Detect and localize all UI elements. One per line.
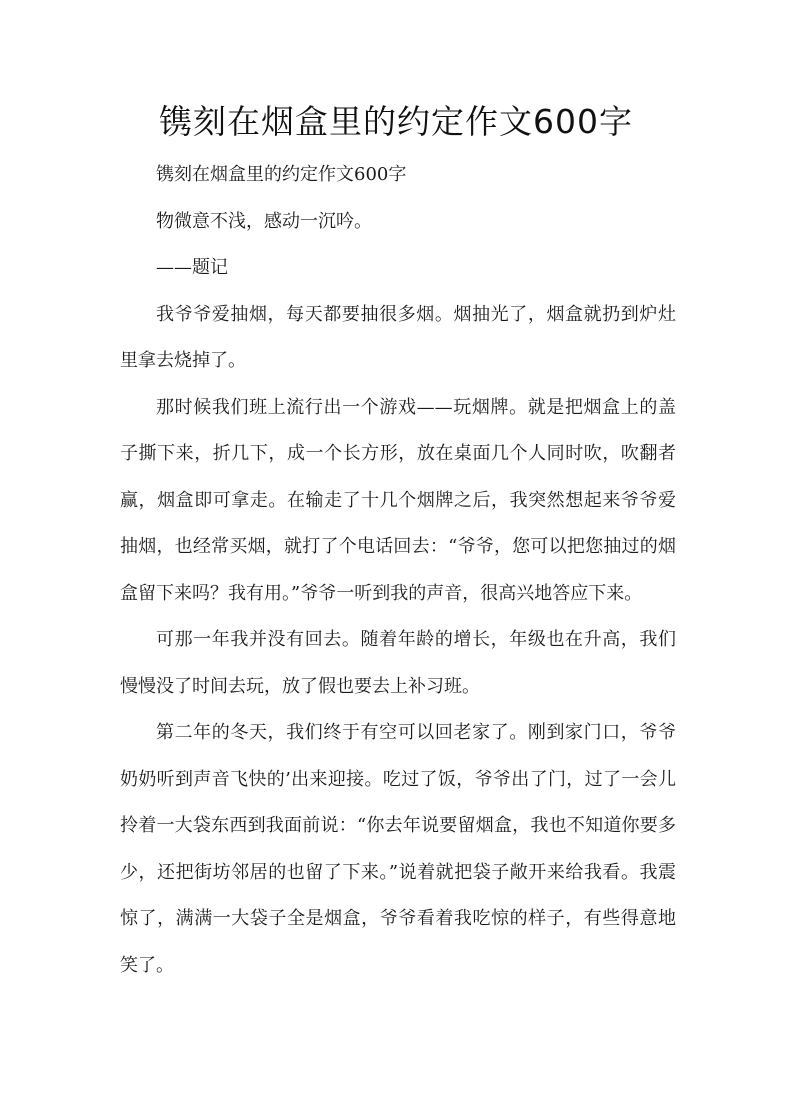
- document-title: 镌刻在烟盒里的约定作文600字: [159, 102, 633, 141]
- paragraph-subtitle: 镌刻在烟盒里的约定作文600字: [156, 164, 407, 185]
- paragraph-epigraph-attribution: ——题记: [156, 257, 228, 278]
- paragraph: 可那一年我并没有回去。随着年龄的增长，年级也在升高，我们慢慢没了时间去玩，放了假也要去上补习班。: [120, 629, 676, 697]
- document-body: [120, 152, 676, 989]
- paragraph-epigraph: 物微意不浅，感动一沉吟。: [156, 210, 372, 232]
- paragraph: 那时候我们班上流行出一个游戏——玩烟牌。就是把烟盒上的盖子撕下来，折几下，成一个长方形，放在桌面几个人同时吹，吹翻者赢，烟盒即可拿走。在输走了十几个烟牌之后，我突然想起来爷爷爱抽烟，也经常买烟，就打了个电话回去：“爷爷，您可以把您抽过的烟盒留下来吗？我有用。”爷爷一听到我的声音，很高兴地答应下来。: [120, 396, 676, 604]
- paragraph: 我爷爷爱抽烟，每天都要抽很多烟。烟抽光了，烟盒就扔到炉灶里拿去烧掉了。: [120, 303, 676, 371]
- paragraph: 第二年的冬天，我们终于有空可以回老家了。刚到家门口，爷爷奶奶听到声音飞快的’出来迎接。吃过了饭，爷爷出了门，过了一会儿拎着一大袋东西到我面前说：“你去年说要留烟盒，我也不知道你要多少，还把街坊邻居的也留了下来。”说着就把袋子敞开来给我看。我震惊了，满满一大袋子全是烟盒，爷爷看着我吃惊的样子，有些得意地笑了。: [120, 722, 676, 976]
